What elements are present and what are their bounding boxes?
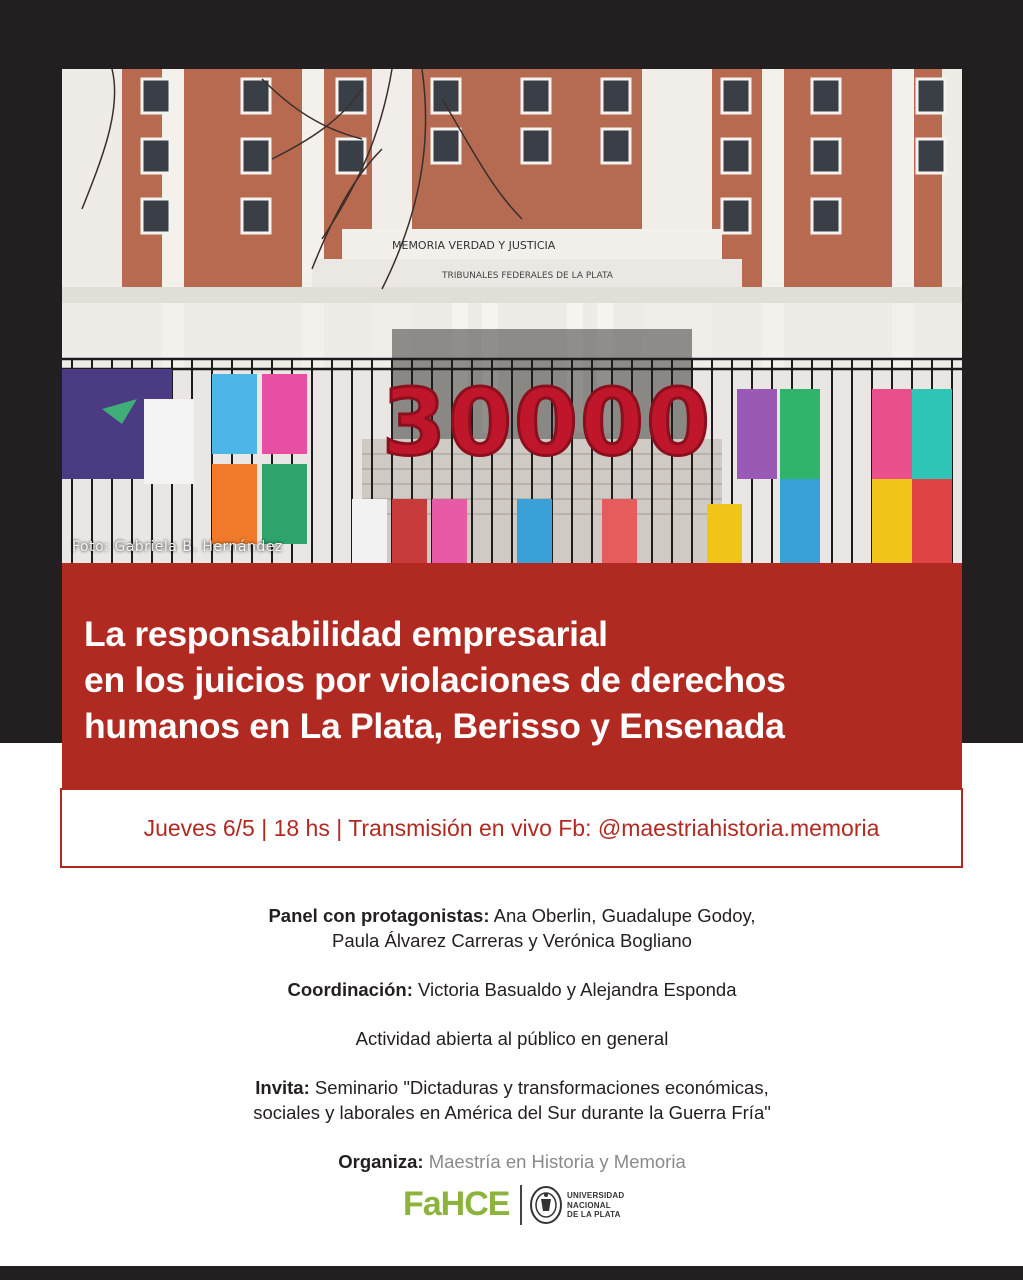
panel-names-line2: Paula Álvarez Carreras y Verónica Bogliano	[332, 930, 692, 951]
unlp-logo-text	[567, 1191, 624, 1220]
invita-label: Invita:	[255, 1077, 310, 1098]
event-title-line: humanos en La Plata, Berisso y Ensenada	[84, 706, 785, 746]
event-title-line: en los juicios por violaciones de derechos	[84, 660, 786, 700]
event-title-line: La responsabilidad empresarial	[84, 614, 608, 654]
event-details	[62, 903, 962, 1174]
photo-credit: Foto: Gabriela B. Hernández	[72, 539, 283, 555]
courthouse-photo	[62, 69, 962, 563]
organiza-text: Maestría en Historia y Memoria	[423, 1151, 686, 1172]
invita-text-line2: sociales y laborales en América del Sur durante la Guerra Fría"	[253, 1102, 771, 1123]
organiza-label: Organiza:	[338, 1151, 424, 1172]
event-info-text: Jueves 6/5 | 18 hs | Transmisión en vivo Fb: @maestriahistoria.memoria	[143, 814, 880, 841]
bottom-dark-band	[0, 1266, 1023, 1280]
event-info-box	[60, 788, 963, 868]
fahce-logo: FaHCE	[403, 1185, 510, 1223]
logos	[0, 1183, 1023, 1229]
photo-facade-sign: TRIBUNALES FEDERALES DE LA PLATA	[442, 271, 613, 281]
invita-text: Seminario "Dictaduras y transformaciones económicas,	[309, 1077, 769, 1098]
panel-line	[62, 903, 962, 928]
unlp-seal-icon	[529, 1185, 563, 1225]
open-activity-text: Actividad abierta al público en general	[355, 1028, 669, 1049]
coordination-names: Victoria Basualdo y Alejandra Esponda	[412, 979, 737, 1000]
panel-names: Ana Oberlin, Guadalupe Godoy,	[489, 905, 756, 926]
invita-line	[62, 1075, 962, 1100]
courthouse-illustration	[62, 69, 962, 563]
coordination-label: Coordinación:	[287, 979, 413, 1000]
organiza-line	[62, 1149, 962, 1174]
unlp-line: DE LA PLATA	[567, 1210, 621, 1219]
photo-banner-text: MEMORIA VERDAD Y JUSTICIA	[392, 239, 556, 252]
unlp-line: UNIVERSIDAD	[567, 1191, 625, 1200]
logo-divider	[520, 1185, 522, 1225]
event-title	[84, 611, 786, 749]
panel-label: Panel con protagonistas:	[268, 905, 490, 926]
coordination-line	[62, 977, 962, 1002]
title-box	[62, 563, 962, 790]
photo-flower-number: 30000	[382, 369, 713, 476]
unlp-line: NACIONAL	[567, 1200, 611, 1210]
